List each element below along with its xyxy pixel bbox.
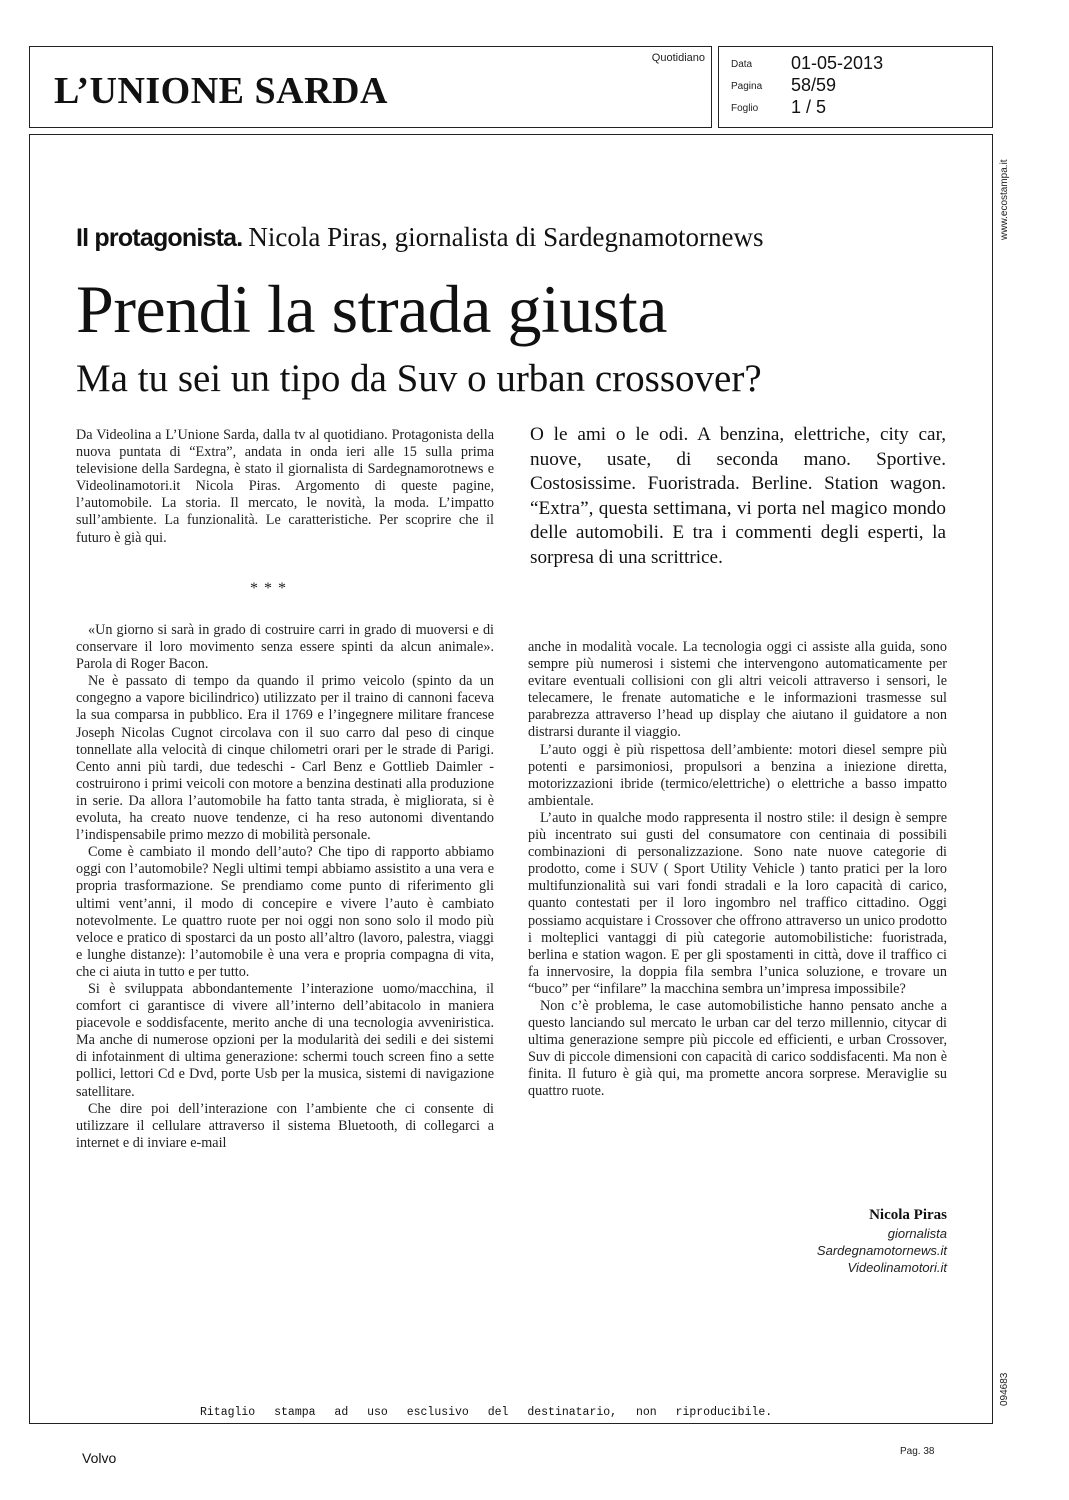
body-column-left [76, 622, 494, 1152]
meta-page-label: Pagina [731, 81, 763, 92]
kicker [76, 222, 764, 253]
meta-date-label: Data [731, 59, 753, 70]
meta-box [718, 46, 993, 128]
body-paragraph: anche in modalità vocale. La tecnologia oggi ci assiste alla guida, sono sempre più numerosi i sistemi che intervengono automaticamente per evitare eventuali collisioni con gli altri veicoli attraverso i sensori, le telecamere, le frenate automatiche e le informazioni trasmesse sul parabrezza attraverso l’head up display che aiutano il guidatore a non distrarsi durante il viaggio. [528, 639, 947, 741]
body-paragraph: Come è cambiato il mondo dell’auto? Che tipo di rapporto abbiamo oggi con l’automobile? Negli ultimi tempi abbiamo assistito a una vera e propria trasformazione. Se prendiamo come punto di riferimento gli ultimi vent’anni, il modo di concepire e vivere l’auto è cambiato notevolmente. Le quattro ruote per noi oggi non sono solo il modo più veloce e pratico di spostarci da un posto all’altro (lavoro, palestra, viaggi e lunghe distanze): l’automobile è una vera e propria compagna di vita, che ci aiuta in tutto e per tutto. [76, 844, 494, 980]
section-separator: *** [250, 580, 292, 597]
meta-sheet-label: Foglio [731, 103, 759, 114]
clipping-notice: Ritaglio stampa ad uso esclusivo del destinatario, non riproducibile. [200, 1406, 773, 1419]
author-name: Nicola Piras [869, 1207, 947, 1223]
body-paragraph: Ne è passato di tempo da quando il primo veicolo (spinto da un congegno a vapore bicilindrico) utilizzato per il traino di cannoni faceva la sua comparsa in pubblico. Era il 1769 e l’ingegnere militare francese Joseph Nicolas Cugnot circolava con il suo carro dal peso di cinque tonnellate alla velocità di cinque chilometri orari per le strade di Parigi. Cento anni più tardi, due tedeschi - Carl Benz e Gottlieb Daimler - costruirono i primi veicoli con motore a benzina destinati alla produzione in serie. Da allora l’automobile ha fatto tanta strada, è migliorata, si è evoluta, ha creato nuove tendenze, ci ha reso autonomi diventando l’indispensabile primo mezzo di mobilità personale. [76, 673, 494, 844]
author-site-2: Videolinamotori.it [847, 1260, 947, 1275]
headline: Prendi la strada giusta [76, 271, 667, 347]
client-brand: Volvo [82, 1450, 117, 1466]
side-website: www.ecostampa.it [999, 159, 1010, 240]
author-role: giornalista [887, 1226, 947, 1241]
kicker-text: Nicola Piras, giornalista di Sardegnamotornews [248, 222, 764, 252]
meta-sheet-value: 1 / 5 [791, 97, 827, 117]
body-paragraph: Non c’è problema, le case automobilistiche hanno pensato anche a questo lanciando sul mercato le urban car del terzo millennio, citycar di ultima generazione sempre più piccole ed efficienti, e urban Crossover, Suv di piccole dimensioni con capacità di carico soddisfacenti. Ma non è finita. Il futuro è già qui, ma promette ancora sorprese. Meraviglie su quattro ruote. [528, 997, 947, 1100]
newspaper-masthead: L’UNIONE SARDA [54, 70, 388, 112]
body-paragraph: L’auto oggi è più rispettosa dell’ambiente: motori diesel sempre più potenti e parsimoniosi, propulsori a benzina a iniezione diretta, motorizzazioni ibride (termico/elettriche) o elettriche a basso impatto ambientale. [528, 741, 947, 809]
intro-paragraph-left: Da Videolina a L’Unione Sarda, dalla tv al quotidiano. Protagonista della nuova puntata di “Extra”, andata in onda ieri alle 15 sulla prima televisione della Sardegna, è stato il giornalista di Sardegnamorotnews e Videolinamotori.it Nicola Piras. Argomento di queste pagine, l’automobile. La storia. Il mercato, le novità, la moda. L’impatto sull’ambiente. La funzionalità. Le caratteristiche. Per scoprire che il futuro è già qui. [76, 427, 494, 546]
body-column-right [528, 639, 947, 1101]
meta-date-value: 01-05-2013 [791, 53, 884, 73]
subheadline: Ma tu sei un tipo da Suv o urban crossover? [76, 357, 762, 400]
publication-type: Quotidiano [651, 52, 705, 64]
body-paragraph: Che dire poi dell’interazione con l’ambiente che ci consente di utilizzare il cellulare attraverso il sistema Bluetooth, di collegarci a internet e di inviare e-mail [76, 1100, 494, 1151]
body-paragraph: «Un giorno si sarà in grado di costruire carri in grado di muoversi e di conservare il loro movimento senza essere spinti da alcun animale». Parola di Roger Bacon. [76, 622, 494, 673]
author-site-1: Sardegnamotornews.it [816, 1243, 947, 1258]
kicker-label: Il protagonista. [76, 224, 243, 252]
intro-paragraph-right: O le ami o le odi. A benzina, elettriche, city car, nuove, usate, di seconda mano. Sportive. Costosissime. Fuoristrada. Berline. Station wagon. “Extra”, questa settimana, vi porta nel magico mondo delle automobili. E tra i commenti degli esperti, la sorpresa di una scrittrice. [530, 424, 946, 568]
page-number: Pag. 38 [900, 1446, 935, 1457]
meta-page-value: 58/59 [791, 75, 837, 95]
body-paragraph: L’auto in qualche modo rappresenta il nostro stile: il design è sempre più incentrato sui gusti del consumatore con centinaia di possibili combinazioni di personalizzazione. Sono nate nuove categorie di prodotto, come i SUV ( Sport Utility Vehicle ) tanto pratici per la loro multifunzionalità sui vari fondi stradali e la loro capacità di carico, quanto contestati per il loro ingombro nel traffico cittadino. Oggi possiamo acquistare i Crossover che offrono attraverso un unico prodotto i molteplici vantaggi di più categorie automobilistiche: fuoristrada, berlina e station wagon. E per gli spostamenti in città, dove il traffico ci fa innervosire, la doppia fila sembra l’unica soluzione, e trovare un “buco” per “infilare” la macchina sembra un’impresa impossibile? [528, 809, 947, 997]
body-paragraph: Si è sviluppata abbondantemente l’interazione uomo/macchina, il comfort ci garantisce di vivere all’interno dell’abitacolo in maniera piacevole e soddisfacente, merito anche di una tecnologia avveniristica. Ma anche di numerose opzioni per la modularità dei sedili e dei sistemi di infotainment di ultima generazione: schermi touch screen fino a sette pollici, lettori Cd e Dvd, porte Usb per la musica, sistemi di navigazione satellitare. [76, 980, 494, 1100]
masthead-box [29, 46, 712, 128]
side-code: 094683 [999, 1372, 1010, 1406]
